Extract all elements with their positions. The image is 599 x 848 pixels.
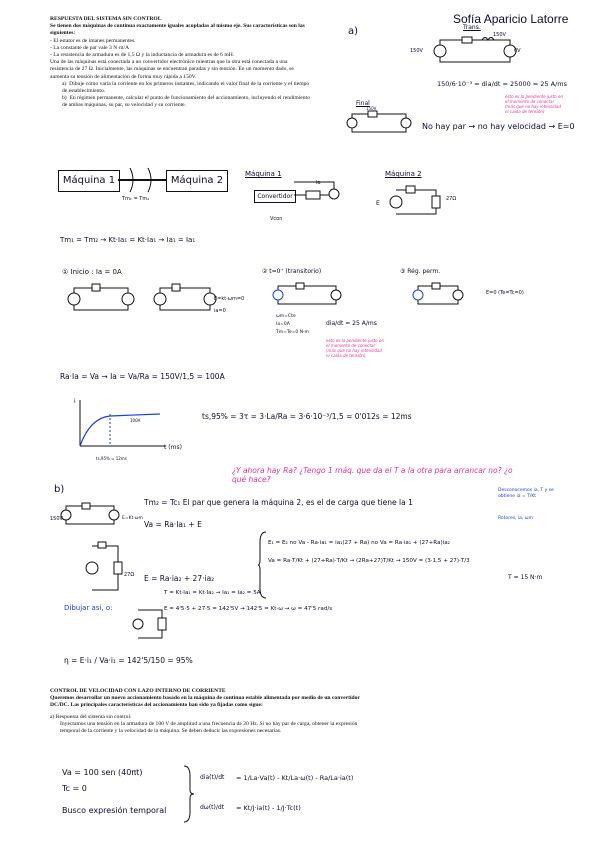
notes-a-label: a)	[348, 26, 359, 37]
problem2-brace	[184, 764, 194, 824]
spec-2: - La constante de par vale 3 N·m/A	[50, 44, 130, 51]
state1-eq2: ia=0	[214, 308, 226, 314]
tm-label: Tm₁ = Tm₂	[122, 196, 150, 202]
state2-line-3: Tm=Te=0 N·m	[276, 330, 309, 335]
problem1-description: Una de las máquinas está conectada a un convertidor electrónico mientras que la otra está conectada a una resistencia de 27 Ω. Inicialmente, las máquinas se encuentran paradas y sin tensión. En un momento dado, se aumenta su tensión de alimentación de forma muy rápida a 150V.	[50, 59, 294, 80]
alt-circuit	[132, 604, 172, 644]
state2-title: ② t=0⁺ (transitorio)	[262, 268, 322, 275]
state2-circuit	[268, 280, 348, 310]
eq1-lhs: dia(t)/dt	[200, 774, 225, 781]
m1-title: Máquina 1	[245, 170, 282, 178]
part-b-circuit	[58, 500, 138, 530]
e-eq2: E = Ra·ia₂ + 27·ia₂	[144, 574, 215, 583]
author-name: Sofía Aparicio Latorre	[453, 12, 569, 26]
efficiency-eq: η = E·i₁ / Va·i₁ = 142'5/150 = 95%	[64, 656, 193, 665]
pink-note-2: esto es la pendiente justo en el momento de conectar (más que no hay intensidad ni caída de tensión)	[326, 338, 384, 358]
state2-line-2: Ia=0A	[276, 322, 290, 327]
state1-circuit	[60, 280, 210, 320]
va-eq: Va = Ra·Ia₁ + E	[144, 520, 202, 529]
drawn-label: Dibujar así, o:	[64, 604, 113, 612]
state1-eq: E=kt·ωm=0	[214, 296, 245, 302]
shaft-coupling	[118, 166, 168, 196]
vcon-label: Vcon	[270, 216, 283, 222]
state3-circuit	[408, 280, 468, 310]
label-0v-right: 0V	[514, 48, 521, 54]
eq2-rhs: = Kt/J·ia(t) - 1/J·Tc(t)	[236, 804, 301, 812]
busco-expr: Busco expresión temporal	[62, 806, 167, 815]
final-eq: No hay par → no hay velocidad → E=0	[422, 122, 575, 131]
problem2-block	[50, 688, 360, 735]
state1-title: ① Inicio : Ia = 0A	[62, 268, 122, 276]
state2-line-1: ωm=Cte	[276, 314, 296, 319]
tm-text: Tm₂ = Tc₁ El par que genera la máquina 2, es el de carga que tiene la 1	[144, 498, 413, 507]
state2-slope: dia/dt = 25 A/ms	[326, 320, 377, 327]
state3-title: ③ Rég. perm.	[400, 268, 441, 275]
problem1-intro: Se tienen dos máquinas de continua exactamente iguales acopladas al mismo eje. Sus características son las siguientes:	[50, 23, 305, 37]
final-label: Final	[356, 100, 370, 107]
final-circuit	[346, 108, 416, 138]
problem2-title: CONTROL DE VELOCIDAD CON LAZO INTERNO DE CORRIENTE	[50, 688, 226, 694]
tc-expr: Tc = 0	[62, 784, 87, 793]
problem2-question: a) Respuesta del sistema sin control.	[50, 713, 132, 720]
label-150v-top: 150V	[493, 32, 506, 38]
t-eq: T = Kt·Ia₁ = Kt·Ia₂ → Ia₁ = Ia₂ = 5A	[164, 590, 261, 596]
blue-note-2: Rotores, ia, ωm	[498, 516, 533, 521]
plot-axis-t: t (ms)	[164, 444, 182, 451]
m2-title: Máquina 2	[385, 170, 422, 178]
final-v: 150V	[366, 106, 377, 111]
system-eq-2: Va = Ra·T/Kt + (27+Ra)·T/Kt → (2Ra+27)T/Kt → 150V = (3·1,5 + 27)·T/3	[268, 558, 470, 564]
e-num: E = 4'5·5 + 27·5 = 142'5V → 142'5 = Kt·ω → ω = 47'5 rad/s	[164, 606, 333, 612]
question-a: a) Dibuje cómo varía la corriente en los primeros instantes, indicando el valor final de la corriente y el tiempo de establecimiento.	[62, 80, 310, 95]
load-machine-circuit	[82, 540, 135, 600]
label-150v-left: 150V	[410, 48, 423, 54]
blue-note: Desconocemos ia, T y se obtiene ia = T/Kt	[498, 488, 554, 499]
ia-label: Ia	[316, 180, 321, 186]
spec-1: - El estator es de imanes permanentes.	[50, 37, 136, 44]
ts-eq: ts,95% = 3τ = 3·La/Ra = 3·6·10⁻³/1,5 = 0'012s = 12ms	[202, 412, 412, 421]
va-expr: Va = 100 sen (40πt)	[62, 768, 143, 777]
plot-curve-label: 100A	[130, 418, 141, 423]
t-result: T = 15 N·m	[508, 574, 543, 581]
e-label-top: E	[376, 200, 380, 207]
ohm-eq: Ra·Ia = Va → Ia = Va/Ra = 150V/1,5 = 100A	[60, 372, 225, 381]
trans-label: Trans.	[463, 24, 481, 31]
converter-box: Convertidor	[254, 190, 296, 203]
pink-note-1: esto es la pendiente justo en el momento de conectar (más que no hay intensidad ni caída de tensión)	[505, 94, 563, 114]
notes-b-label: b)	[54, 484, 65, 495]
plot-axis-i: i	[74, 398, 76, 405]
r27-label-b: 27Ω	[124, 572, 135, 578]
eq2-lhs: dω(t)/dt	[200, 804, 225, 811]
slope-eq: 150/6·10⁻³ = dia/dt = 25000 = 25 A/ms	[437, 80, 567, 88]
state3-eq: E=0 (Te=Tc=0)	[486, 290, 524, 296]
r27-label-top: 27Ω	[446, 196, 457, 202]
problem1-block	[50, 16, 312, 110]
part-b-e-eq: E=Kt·ωm	[122, 516, 143, 521]
problem1-title: RESPUESTA DEL SISTEMA SIN CONTROL	[50, 16, 162, 22]
plot-ts-label: ts,95% = 12ms	[96, 456, 127, 461]
spec-3: - La resistencia de armadura es de 1,5 Ω y la inductancia de armadura es de 6 mH.	[50, 52, 235, 59]
part-b-v: 150V	[50, 516, 63, 522]
problem2-question-text: Inyectamos una tensión en la armadura de 100 V de amplitud a una frecuencia de 20 Hz. Si no hay par de carga, obtener la expresión temporal de la corriente y la velocidad de la máquina. Se deben deducir las expresiones necesarias.	[60, 720, 358, 735]
torque-eq: Tm₁ = Tm₂ → Kt·Ia₁ = Kt·Ia₁ → Ia₁ = Ia₁	[60, 236, 196, 244]
system-eq-1: E₁ = E₂ no Va - Ra·ia₁ = ia₁(27 + Ra) no Va = Ra·ia₁ + (27+Ra)ia₂	[268, 540, 450, 546]
pink-question: ¿Y ahora hay Ra? ¿Tengo 1 máq. que da el T a la otra para arrancar no? ¿o qué hace?	[232, 466, 513, 484]
machine1-box: Máquina 1	[58, 170, 120, 192]
current-plot	[70, 396, 170, 456]
problem2-intro: Queremos desarrollar un nuevo accionamiento basado en la máquina de continua estable alimentada por medio de un convertidor DC/DC. Las principales características del accionamiento han sido ya fijadas como sigue:	[50, 695, 360, 709]
machine2-circuit	[388, 180, 448, 220]
question-b: b) En régimen permanente, calcular el punto de funcionamiento del accionamiento, incluyendo el rendimiento de ambas máquinas, su par, su velocidad y su corriente.	[62, 95, 310, 109]
eq1-rhs: = 1/La·Va(t) - Kt/La·ω(t) - Ra/La·ia(t)	[236, 774, 354, 782]
machine2-box: Máquina 2	[166, 170, 228, 192]
